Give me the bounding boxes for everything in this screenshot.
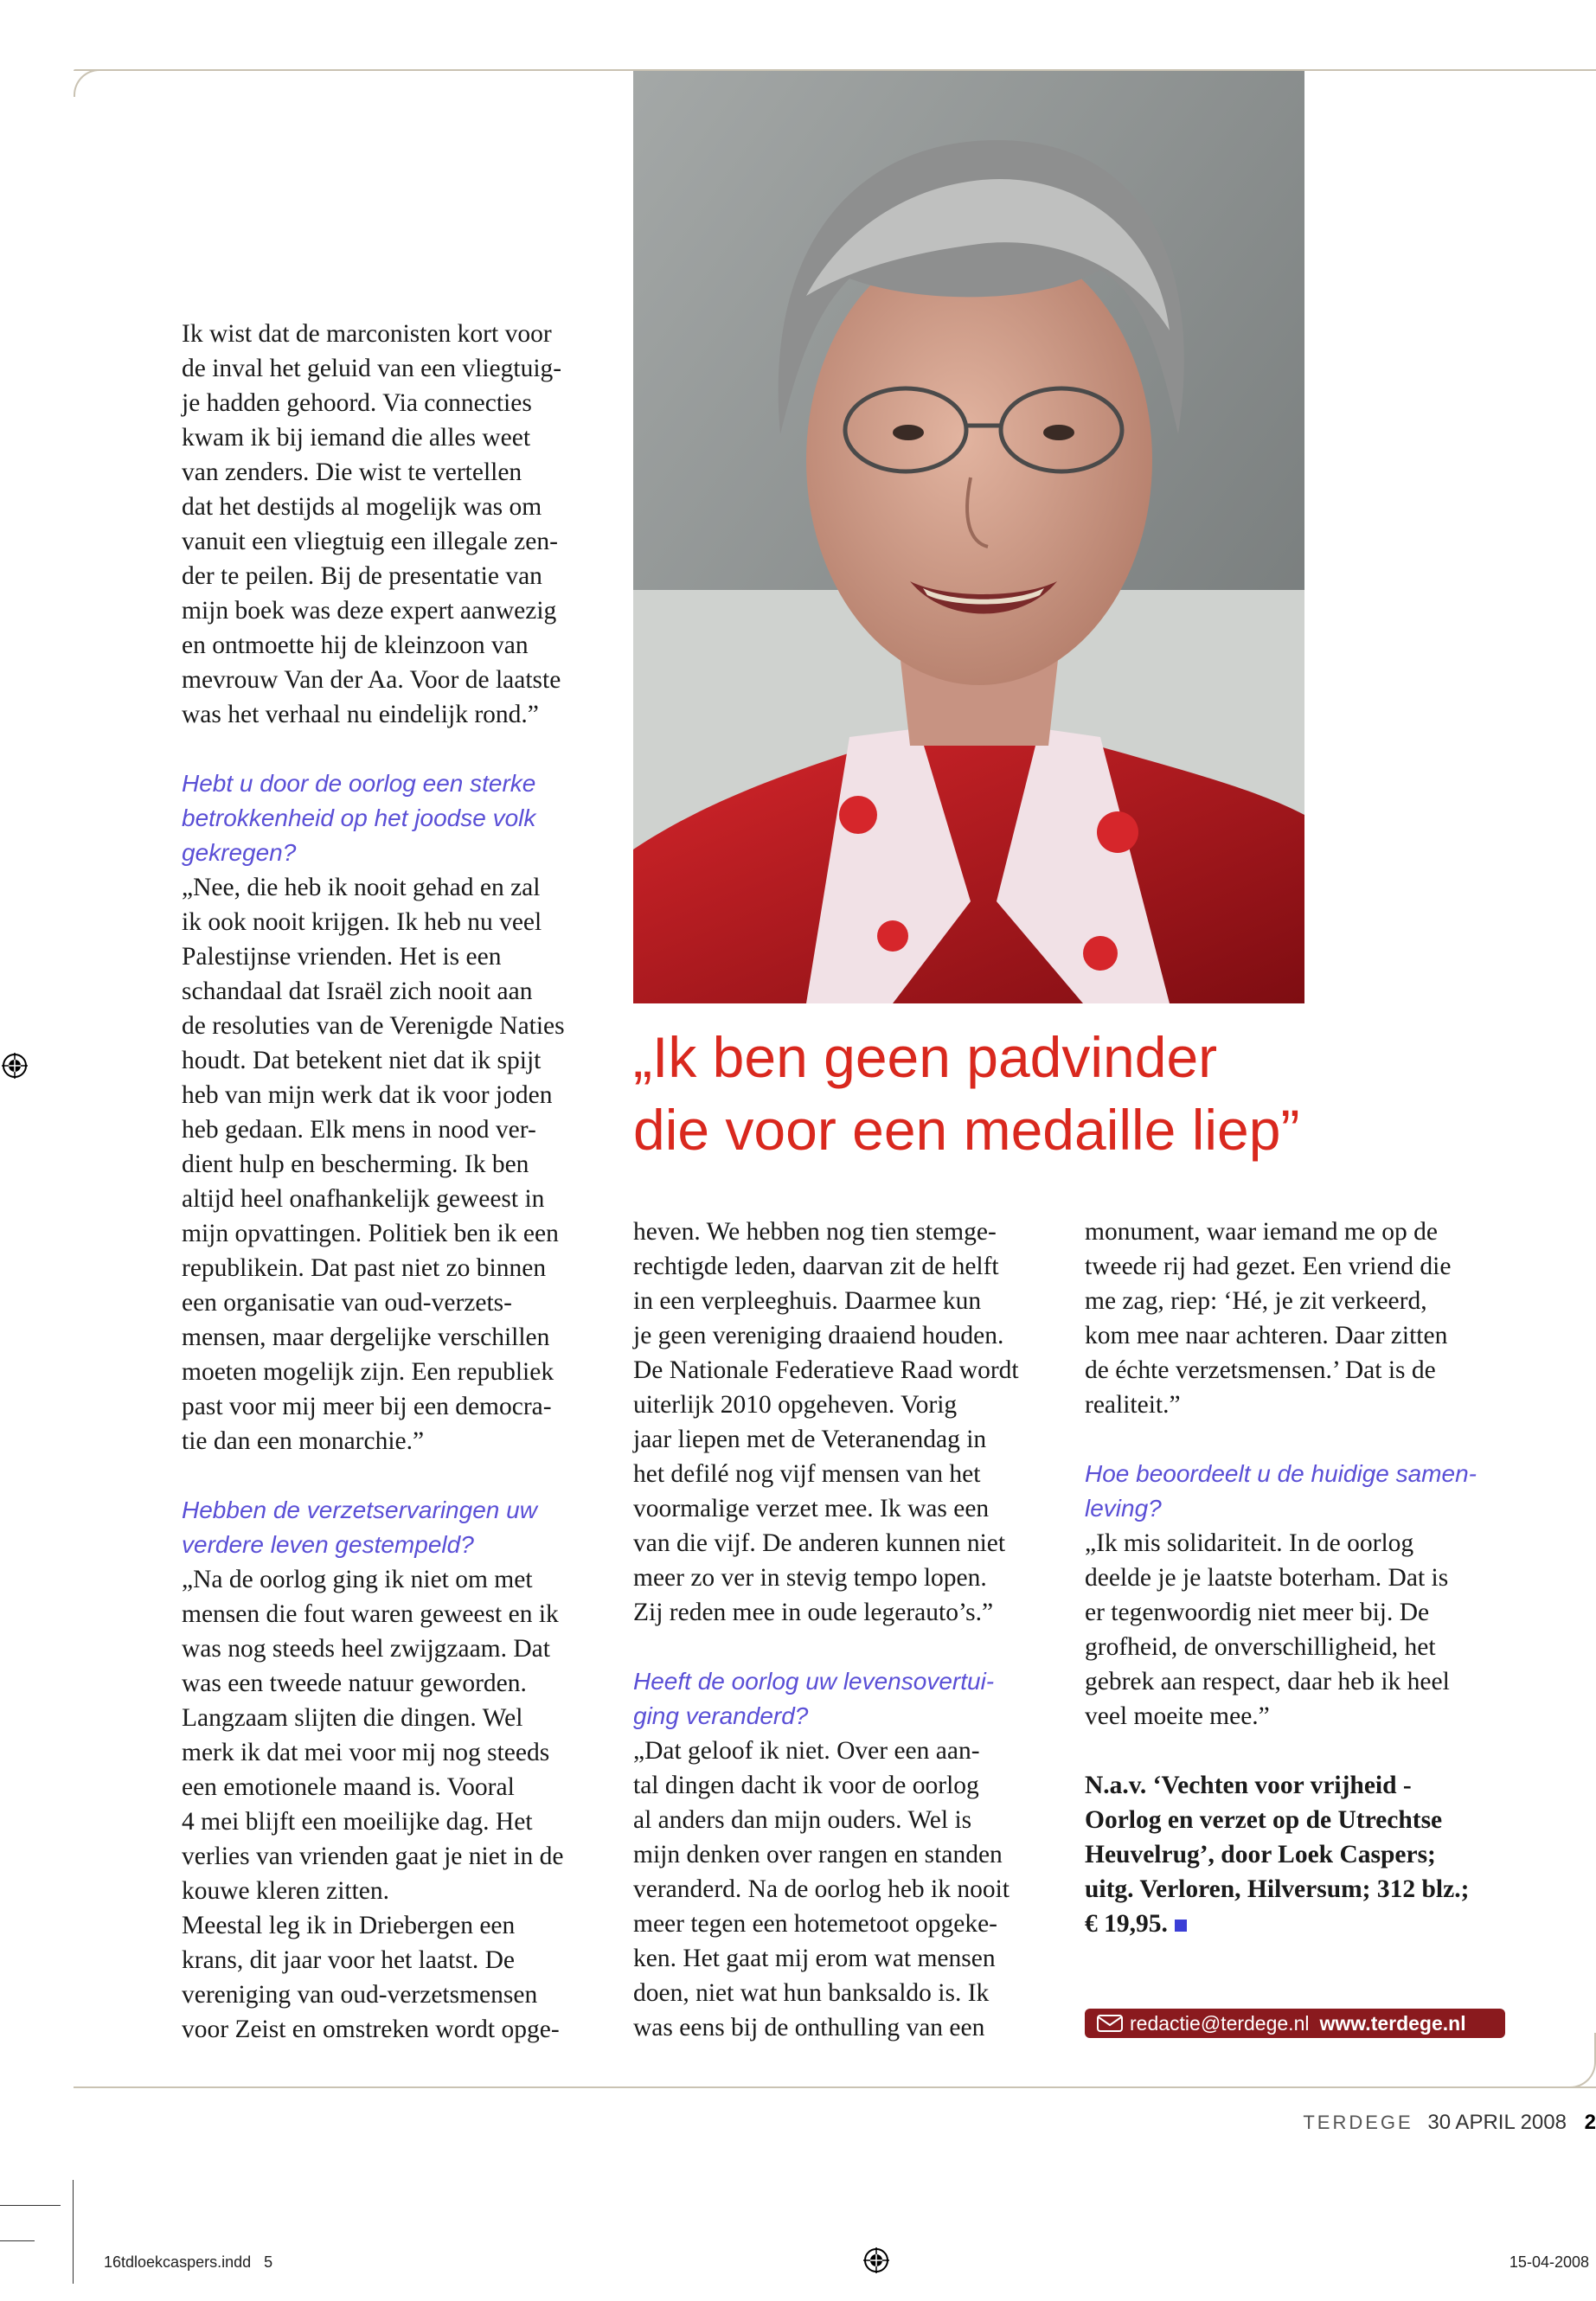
text-line: tal dingen dacht ik voor de oorlog [633,1772,979,1799]
paragraph [182,870,614,1458]
text-line: altijd heel onafhankelijk geweest in [182,1185,545,1213]
text-line: Meestal leg ik in Driebergen een [182,1912,516,1939]
question-line: leving? [1085,1495,1162,1522]
text-line: je hadden gehoord. Via connecties [182,389,532,417]
text-line: voor Zeist en omstreken wordt opge- [182,2016,560,2043]
headline-line: die voor een medaille liep” [633,1098,1300,1162]
text-line: 4 mei blijft een moeilijke dag. Het [182,1808,533,1836]
page-number: 2 [1584,2111,1596,2134]
registration-mark-icon [863,2247,889,2278]
text-line: Palestijnse vrienden. Het is een [182,943,502,971]
text-line: republikein. Dat past niet zo binnen [182,1254,547,1282]
text-line: mensen, maar dergelijke verschillen [182,1324,550,1351]
text-line: was het verhaal nu eindelijk rond.” [182,701,539,728]
contact-bar [1085,2009,1505,2038]
text-line: je geen vereniging draaiend houden. [633,1322,1004,1349]
website-link[interactable]: www.terdege.nl [1319,2012,1466,2035]
question-line: gekregen? [182,839,297,866]
slug-filename: 16tdloekcaspers.indd 5 [104,2253,273,2271]
interview-question [182,1493,614,1562]
text-line: vanuit een vliegtuig een illegale zen- [182,528,558,555]
portrait-illustration [633,71,1304,1003]
text-line: verlies van vrienden gaat je niet in de [182,1843,564,1870]
text-line: de échte verzetsmensen.’ Dat is de [1085,1356,1436,1384]
text-line: mijn opvattingen. Politiek ben ik een [182,1220,559,1247]
text-line: schandaal dat Israël zich nooit aan [182,977,533,1005]
text-line: een emotionele maand is. Vooral [182,1773,515,1801]
question-line: ging veranderd? [633,1702,809,1729]
crop-mark [0,2205,61,2206]
paragraph [182,317,614,732]
text-line: kwam ik bij iemand die alles weet [182,424,531,452]
book-credit [1085,1768,1535,1941]
interview-question [182,766,614,870]
registration-mark-icon [2,1053,28,1083]
envelope-icon [1097,2015,1123,2032]
text-line: was eens bij de onthulling van een [633,2014,985,2041]
text-line: past voor mij meer bij een democra- [182,1393,552,1420]
text-line: kom mee naar achteren. Daar zitten [1085,1322,1448,1349]
question-line: Hebben de verzetservaringen uw [182,1497,537,1523]
text-line: grofheid, de onverschilligheid, het [1085,1633,1436,1661]
credit-line: uitg. Verloren, Hilversum; 312 blz.; [1085,1875,1470,1903]
question-line: Heeft de oorlog uw levensovertui- [633,1668,995,1695]
text-line: dat het destijds al mogelijk was om [182,493,542,521]
slug-date: 15-04-2008 [1509,2253,1589,2271]
text-line: Ik wist dat de marconisten kort voor [182,320,552,348]
end-mark-icon [1175,1920,1187,1932]
magazine-name: TERDEGE [1303,2112,1413,2133]
credit-line: € 19,95. [1085,1910,1168,1938]
text-line: en ontmoette hij de kleinzoon van [182,631,529,659]
text-line: veranderd. Na de oorlog heb ik nooit [633,1875,1010,1903]
text-line: veel moeite mee.” [1085,1702,1270,1730]
question-line: betrokkenheid op het joodse volk [182,804,536,831]
paragraph [633,1215,1066,1630]
frame-bottom-corner [1560,2033,1596,2088]
text-line: mevrouw Van der Aa. Voor de laatste [182,666,561,694]
text-line: tweede rij had gezet. Een vriend die [1085,1253,1452,1280]
issue-date: 30 APRIL 2008 [1427,2111,1567,2134]
text-line: voormalige verzet mee. Ik was een [633,1495,990,1522]
text-line: heb gedaan. Elk mens in nood ver- [182,1116,536,1144]
text-line: doen, niet wat hun banksaldo is. Ik [633,1979,990,2007]
interview-question [1085,1457,1535,1526]
text-line: De Nationale Federatieve Raad wordt [633,1356,1019,1384]
text-line: mensen die fout waren geweest en ik [182,1600,559,1628]
paragraph [1085,1215,1535,1422]
text-line: Zij reden mee in oude legerauto’s.” [633,1599,994,1626]
text-line: meer zo ver in stevig tempo lopen. [633,1564,987,1592]
frame-top-corner [74,69,110,97]
text-line: „Nee, die heb ik nooit gehad en zal [182,874,541,901]
text-line: Langzaam slijten die dingen. Wel [182,1704,523,1732]
text-line: heb van mijn werk dat ik voor joden [182,1081,553,1109]
text-line: de resoluties van de Verenigde Naties [182,1012,565,1040]
text-line: mijn boek was deze expert aanwezig [182,597,557,625]
text-line: merk ik dat mei voor mij nog steeds [182,1739,550,1766]
credit-line: N.a.v. ‘Vechten voor vrijheid - [1085,1772,1412,1799]
text-line: rechtigde leden, daarvan zit de helft [633,1253,999,1280]
text-line: uiterlijk 2010 opgeheven. Vorig [633,1391,958,1419]
text-line: moeten mogelijk zijn. Een republiek [182,1358,554,1386]
question-line: Hebt u door de oorlog een sterke [182,770,536,797]
column-2 [633,1215,1066,2045]
text-line: ken. Het gaat mij erom wat mensen [633,1945,996,1972]
text-line: ik ook nooit krijgen. Ik heb nu veel [182,908,542,936]
text-line: gebrek aan respect, daar heb ik heel [1085,1668,1450,1695]
headline-line: „Ik ben geen padvinder [633,1025,1218,1089]
text-line: heven. We hebben nog tien stemge- [633,1218,997,1246]
text-line: dient hulp en bescherming. Ik ben [182,1150,529,1178]
text-line: was een tweede natuur geworden. [182,1670,527,1697]
portrait-photo [633,71,1304,1003]
text-line: „Na de oorlog ging ik niet om met [182,1566,533,1593]
pull-quote-headline [633,1021,1498,1166]
text-line: tie dan een monarchie.” [182,1427,425,1455]
text-line: de inval het geluid van een vliegtuig- [182,355,562,382]
page-footer [1303,2111,1596,2135]
text-line: me zag, riep: ‘Hé, je zit verkeerd, [1085,1287,1427,1315]
text-line: „Ik mis solidariteit. In de oorlog [1085,1529,1414,1557]
text-line: een organisatie van oud-verzets- [182,1289,512,1317]
email-link[interactable]: redactie@terdege.nl [1130,2012,1310,2035]
paragraph [633,1734,1066,2045]
column-3 [1085,1215,1535,1941]
question-line: verdere leven gestempeld? [182,1531,474,1558]
text-line: van zenders. Die wist te vertellen [182,458,522,486]
text-line: monument, waar iemand me op de [1085,1218,1438,1246]
text-line: in een verpleeghuis. Daarmee kun [633,1287,982,1315]
text-line: kouwe kleren zitten. [182,1877,390,1905]
text-line: der te peilen. Bij de presentatie van [182,562,542,590]
text-line: „Dat geloof ik niet. Over een aan- [633,1737,980,1765]
text-line: realiteit.” [1085,1391,1181,1419]
text-line: houdt. Dat betekent niet dat ik spijt [182,1047,542,1074]
text-line: was nog steeds heel zwijgzaam. Dat [182,1635,550,1663]
text-line: van die vijf. De anderen kunnen niet [633,1529,1006,1557]
paragraph [182,1562,614,2047]
column-1 [182,317,614,2047]
text-line: deelde je je laatste boterham. Dat is [1085,1564,1449,1592]
frame-bottom-line [74,2086,1596,2088]
text-line: jaar liepen met de Veteranendag in [633,1426,987,1453]
interview-question [633,1664,1066,1734]
crop-mark [73,2180,74,2284]
credit-line: Oorlog en verzet op de Utrechtse [1085,1806,1443,1834]
text-line: er tegenwoordig niet meer bij. De [1085,1599,1430,1626]
crop-mark [0,2240,35,2241]
text-line: krans, dit jaar voor het laatst. De [182,1946,516,1974]
question-line: Hoe beoordeelt u de huidige samen- [1085,1460,1477,1487]
text-line: mijn denken over rangen en standen [633,1841,1003,1868]
text-line: meer tegen een hotemetoot opgeke- [633,1910,998,1938]
paragraph [1085,1526,1535,1734]
credit-line: Heuvelrug’, door Loek Caspers; [1085,1841,1436,1868]
text-line: het defilé nog vijf mensen van het [633,1460,981,1488]
text-line: vereniging van oud-verzetsmensen [182,1981,538,2009]
text-line: al anders dan mijn ouders. Wel is [633,1806,972,1834]
